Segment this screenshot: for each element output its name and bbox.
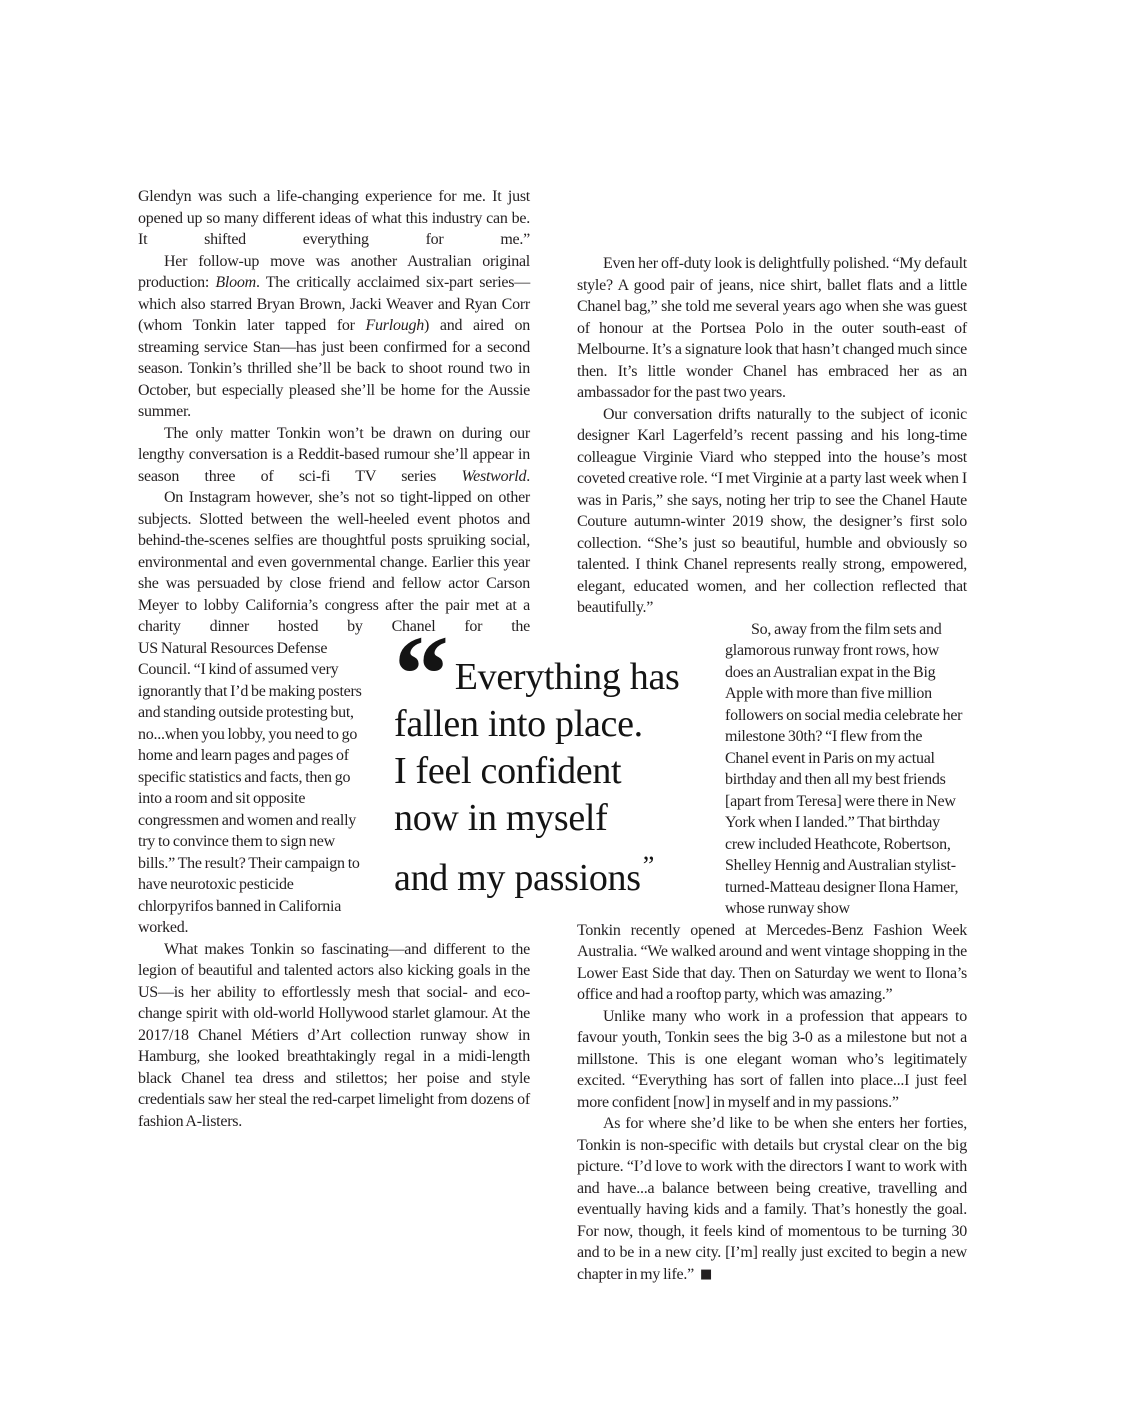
text-segment: . The critically acclaimed six-part series—which also starred Bryan Brown, Jacki Weaver and Ryan Corr (whom Tonkin later tapped for [138,274,530,334]
text-segment: Unlike many who work in a profession that appears to favour youth, Tonkin sees the big 3-0 as a milestone but not a millstone. This is one elegant woman who’s legitimately excited. “Everything has sort of fallen into place...I just feel more confident [now] in myself and in my passions.” [577,1007,967,1111]
pull-quote [394,613,724,902]
pull-quote-line [394,842,724,902]
pull-quote-line-text: Everything has [454,656,680,698]
paragraph [577,253,967,404]
text-segment: Tonkin recently opened at Mercedes-Benz Fashion Week Australia. “We walked around and went vintage shopping in the Lower East Side that day. Then on Saturday we went to Ilona’s office and had a rooftop party, which was amazing.” [577,921,967,1003]
text-segment: As for where she’d like to be when she enters her forties, Tonkin is non-specific with details but crystal clear on the big picture. “I’d love to work with the directors I want to work with and have...a balance between being creative, travelling and eventually having kids and a family. That’s honestly the goal. For now, though, it feels kind of momentous to be turning 30 and to be in a new city. [I’m] really just excited to begin a new chapter in my life.” [577,1115,967,1283]
paragraph [577,1006,967,1114]
article-end-mark: ■ [700,1266,713,1282]
pull-quote-line-text: and my passions [394,857,641,899]
quote-close-mark: ” [642,851,654,880]
paragraph [138,423,530,488]
text-block [725,619,967,920]
pull-quote-line [394,748,724,795]
text-segment: Her follow-up move was another Australian original production: [138,252,530,291]
text-segment: Our conversation drifts naturally to the subject of iconic designer Karl Lagerfeld’s recent passing and his long-time colleague Virginie Viard who stepped into the house’s most coveted creative role. “I met Virginie at a party last week when I was in Paris,” she says, noting her trip to see the Chanel Haute Couture autumn-winter 2019 show, the designer’s first solo collection. “She’s just so beautiful, humble and obviously so talented. I think Chanel represents really strong, empowered, elegant, educated women, and her collection reflected that beautifully.” [577,405,967,616]
paragraph [138,638,362,939]
text-block [138,939,530,1133]
text-segment: US Natural Resources Defense Council. “I kind of assumed very ignorantly that I’d be making posters and standing outside protesting but, no...when you lobby, you need to go home and learn pages and pages of specific statistics and facts, then go into a room and sit opposite congressmen and women and really try to convince them to sign new bills.” The result? Their campaign to have neurotoxic pesticide chlorpyrifos banned in California worked. [138,639,362,936]
pull-quote-line-text: now in myself [394,797,608,839]
text-segment: The only matter Tonkin won’t be drawn on during our lengthy conversation is a Reddit-based rumour she’ll appear in season three of sci-fi TV series [138,424,530,485]
text-segment: Glendyn was such a life-changing experience for me. It just opened up so many different ideas of what this industry can be. It shifted everything for me.” [138,188,530,248]
paragraph [138,487,530,638]
text-segment: So, away from the film sets and glamorous runway front rows, how does an Australian expat in the Big Apple with more than five million followers on social media celebrate her milestone 30th? “I flew from the Chanel event in Paris on my actual birthday and then all my best friends [apart from Teresa] were there in New York when I landed.” That birthday crew included Heathcote, Robertson, Shelley Hennig and Australian stylist-turned-Matteau designer Ilona Hamer, whose runway show [725,620,963,917]
text-block [577,920,967,1286]
pull-quote-line-text: fallen into place. [394,703,643,745]
text-segment: On Instagram however, she’s not so tight-lipped on other subjects. Slotted between the well-heeled event photos and behind-the-scenes selfies are thoughtful posts spruiking social, environmental and even governmental change. Earlier this year she was persuaded by close friend and fellow actor Carson Meyer to lobby California’s congress after the pair met at a charity dinner hosted by Chanel for the [138,489,530,635]
text-segment: Even her off-duty look is delightfully polished. “My default style? A good pair of jeans, nice shirt, ballet flats and a little Chanel bag,” she told me several years ago when she was guest of honour at the Portsea Polo in the outer south-east of Melbourne. It’s a signature look that hasn’t changed much since then. It’s little wonder Chanel has embraced her as an ambassador for the past two years. [577,255,967,401]
paragraph [577,1113,967,1285]
text-block [138,186,530,638]
text-segment: . [526,467,530,485]
text-block [138,638,362,939]
quote-open-mark: “ [394,613,449,735]
text-segment: What makes Tonkin so fascinating—and different to the legion of beautiful and talented actors also kicking goals in the US—is her ability to effortlessly mesh that social- and eco-change spirit with old-world Hollywood starlet glamour. At the 2017/18 Chanel Métiers d’Art collection runway show in Hamburg, she looked breathtakingly regal in a midi-length black Chanel tea dress and stilettos; her poise and style credentials saw her steal the red-carpet limelight from dozens of fashion A-listers. [138,940,530,1130]
paragraph [138,251,530,423]
text-segment: Furlough [365,317,424,334]
text-segment: ) and aired on streaming service Stan—has just been confirmed for a second season. Tonkin’s thrilled she’ll be back to shoot round two in October, but especially pleased she’ll be home for the Aussie summer. [138,317,530,420]
paragraph [577,404,967,619]
paragraph [138,186,530,251]
text-segment: Westworld [461,467,527,485]
text-block [577,253,967,619]
paragraph [138,939,530,1133]
text-segment: Bloom [215,274,256,291]
pull-quote-line-text: I feel confident [394,750,622,792]
paragraph [725,619,967,920]
pull-quote-line [394,795,724,842]
paragraph [577,920,967,1006]
